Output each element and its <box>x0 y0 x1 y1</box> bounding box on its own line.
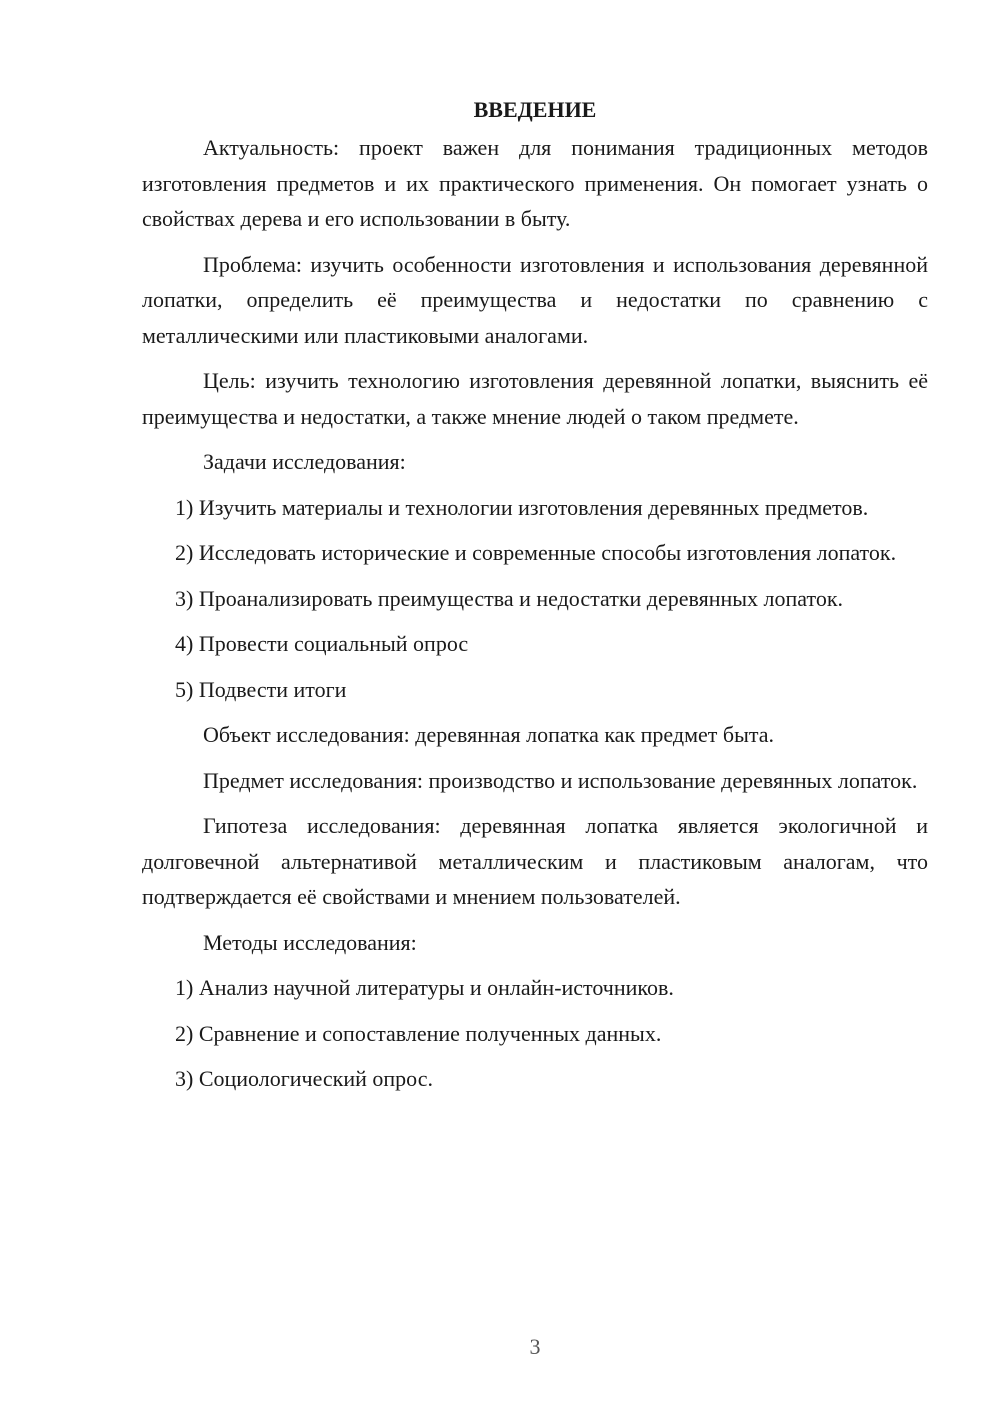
task-item-2: 2) Исследовать исторические и современные способы изготовления лопаток. <box>175 540 897 565</box>
problem-paragraph: Проблема: изучить особенности изготовления и использования деревянной лопатки, определить её преимущества и недостатки по сравнению с металлическими или пластиковыми аналогами. <box>142 251 928 348</box>
hypothesis-paragraph: Гипотеза исследования: деревянная лопатка является экологичной и долговечной альтернативой металлическим и пластиковым аналогам, что подтверждается её свойствами и мнением пользователей. <box>142 813 928 909</box>
object-paragraph: Объект исследования: деревянная лопатка как предмет быта. <box>203 722 775 747</box>
methods-heading: Методы исследования: <box>203 929 417 955</box>
relevance-paragraph: Актуальность: проект важен для понимания традиционных методов изготовления предметов и их практического применения. Он помогает узнать о свойствах дерева и его использовании в быту. <box>142 135 928 231</box>
method-item-2: 2) Сравнение и сопоставление полученных данных. <box>175 1020 662 1046</box>
method-item-3: 3) Социологический опрос. <box>175 1066 433 1091</box>
task-item-5: 5) Подвести итоги <box>175 676 347 702</box>
method-item-1: 1) Анализ научной литературы и онлайн-источников. <box>175 975 674 1000</box>
document-page <box>142 92 928 1107</box>
task-item-1: 1) Изучить материалы и технологии изготовления деревянных предметов. <box>175 494 869 520</box>
task-item-4: 4) Провести социальный опрос <box>175 631 469 656</box>
goal-paragraph: Цель: изучить технологию изготовления деревянной лопатки, выяснить её преимущества и недостатки, а также мнение людей о таком предмете. <box>142 368 928 429</box>
subject-paragraph: Предмет исследования: производство и использование деревянных лопаток. <box>203 767 918 793</box>
tasks-heading: Задачи исследования: <box>203 449 406 474</box>
section-title: ВВЕДЕНИЕ <box>473 97 597 122</box>
task-item-3: 3) Проанализировать преимущества и недостатки деревянных лопаток. <box>175 585 844 611</box>
page-number: 3 <box>529 1334 541 1359</box>
